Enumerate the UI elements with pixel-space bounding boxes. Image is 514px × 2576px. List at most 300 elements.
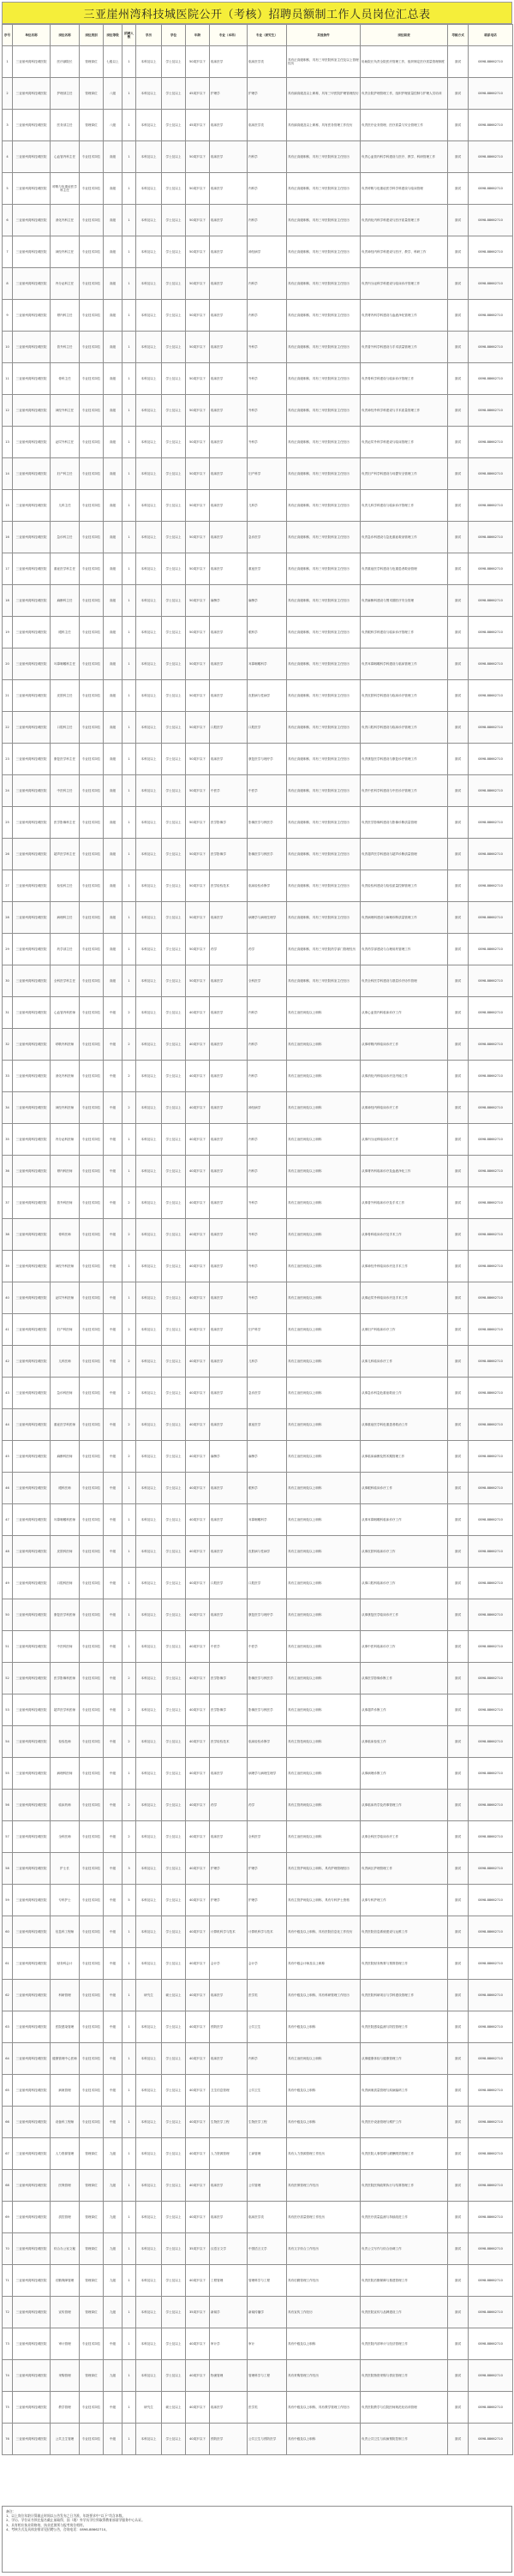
table-cell: 审计管理 [51, 2328, 80, 2360]
table-cell: 三亚崖州湾科技城医院 [13, 300, 51, 332]
table-cell: 专业技术岗位 [80, 1219, 104, 1251]
table-cell: 2 [123, 1314, 136, 1346]
table-cell: 妇产科学 [248, 1314, 287, 1346]
column-header: 专业（研究生） [248, 25, 287, 46]
table-cell: 1 [123, 1980, 136, 2011]
table-cell: 管理岗位 [80, 2297, 104, 2328]
table-cell: 学士及以上 [162, 1916, 186, 1948]
table-cell: 专业技术岗位 [80, 1504, 104, 1536]
table-cell: 50周岁以下 [186, 553, 210, 585]
table-row [3, 268, 513, 300]
table-cell: 专业技术岗位 [80, 141, 104, 173]
table-cell: 临床医学类 [248, 2202, 287, 2233]
table-cell: 本科及以上 [136, 1694, 162, 1726]
table-cell: 具有医保管理工作经历 [287, 2170, 361, 2202]
table-cell: 本科及以上 [136, 965, 162, 997]
table-cell: 超声医学科医师 [51, 1694, 80, 1726]
table-cell: 学士及以上 [162, 1885, 186, 1916]
table-cell: 学士及以上 [162, 490, 186, 522]
table-cell: 急诊医学 [248, 522, 287, 553]
table-cell: 临床医学 [210, 268, 248, 300]
table-cell: 面试 [448, 300, 469, 332]
table-cell: 50周岁以下 [186, 395, 210, 427]
table-cell: 50周岁以下 [186, 427, 210, 458]
table-cell: 1 [123, 934, 136, 965]
table-cell: 面试 [448, 1980, 469, 2011]
table-cell: 内科学 [248, 2043, 287, 2075]
table-cell: 管理岗位 [80, 2170, 104, 2202]
table-cell: 40周岁以下 [186, 2424, 210, 2455]
table-cell: 信息科工程师 [51, 1916, 80, 1948]
table-cell: 临床医学 [210, 1599, 248, 1631]
table-row [3, 1473, 513, 1504]
table-cell: 中级 [104, 1821, 123, 1853]
table-cell: 专业技术岗位 [80, 427, 104, 458]
table-cell: 面试 [448, 1568, 469, 1599]
table-cell: 三亚崖州湾科技城医院 [13, 1694, 51, 1726]
table-cell: 负责神经内科学科建设与医疗、教学、科研工作 [361, 236, 448, 268]
table-cell: 具有正高级职称，具有三甲医院科室主任经历 [287, 236, 361, 268]
table-cell: 本科及以上 [136, 775, 162, 807]
table-cell: 三亚崖州湾科技城医院 [13, 870, 51, 902]
table-cell: 具有文字综合工作经历 [287, 2233, 361, 2265]
table-cell: 耳鼻咽喉科学 [248, 648, 287, 680]
table-cell: 16 [3, 522, 13, 553]
table-cell: 设备科工程师 [51, 2107, 80, 2138]
table-cell: 面试 [448, 1187, 469, 1219]
column-header: 岗位等级 [104, 25, 123, 46]
table-cell: 62 [3, 1980, 13, 2011]
table-cell: 学士及以上 [162, 1726, 186, 1758]
table-cell: 0898-88662710 [469, 1916, 513, 1948]
table-cell: 1 [123, 2075, 136, 2107]
table-cell: 0898-88662710 [469, 2011, 513, 2043]
table-cell: 本科及以上 [136, 1314, 162, 1346]
table-cell: 麻醉科主任 [51, 585, 80, 617]
table-cell: 本科及以上 [136, 934, 162, 965]
table-cell: 负责重症医学科建设与危重患者救治管理 [361, 553, 448, 585]
table-cell: 1 [123, 490, 136, 522]
table-cell: 1 [123, 617, 136, 648]
table-cell: 0898-88662710 [469, 934, 513, 965]
table-cell: 负责麻醉科建设与围术期医疗安全管理 [361, 585, 448, 617]
table-cell: 学士及以上 [162, 2360, 186, 2392]
table-cell: 本科及以上 [136, 141, 162, 173]
table-cell: 临床医学 [210, 2392, 248, 2424]
table-cell: 面试 [448, 1948, 469, 1980]
table-cell: 面试 [448, 1631, 469, 1663]
table-cell: 高级 [104, 522, 123, 553]
table-cell: 负责病理科建设与病理诊断质量管理工作 [361, 902, 448, 934]
table-cell: 面试 [448, 1663, 469, 1694]
table-cell: 负责医院感染监测与防控管理工作 [361, 2011, 448, 2043]
table-cell: 学士及以上 [162, 173, 186, 205]
table-cell: 学士及以上 [162, 1441, 186, 1473]
table-cell: 三亚崖州湾科技城医院 [13, 1885, 51, 1916]
table-cell: 1 [123, 1156, 136, 1187]
table-cell: 56 [3, 1790, 13, 1821]
table-row [3, 1821, 513, 1853]
table-cell: 康复医学与理疗学 [248, 1599, 287, 1631]
table-cell: 三亚崖州湾科技城医院 [13, 2392, 51, 2424]
table-cell: 具有主治医师及以上职称 [287, 1631, 361, 1663]
table-cell: 口腔科主任 [51, 712, 80, 744]
table-cell: 35周岁以下 [186, 2233, 210, 2265]
table-cell: 50周岁以下 [186, 775, 210, 807]
table-cell: 口腔医学 [248, 712, 287, 744]
table-cell: 检验科主任 [51, 870, 80, 902]
table-row [3, 553, 513, 585]
table-cell: 面试 [448, 332, 469, 363]
table-row [3, 2138, 513, 2170]
table-cell: 从事临床麻醉及围术期管理工作 [361, 1441, 448, 1473]
table-cell: 本科及以上 [136, 648, 162, 680]
table-row [3, 1029, 513, 1061]
table-row [3, 173, 513, 205]
table-cell: 普外科医师 [51, 1187, 80, 1219]
table-cell: 医学影像学 [210, 1694, 248, 1726]
table-cell: 1 [123, 1568, 136, 1599]
table-cell: 5 [3, 173, 13, 205]
table-cell: 卫生信息管理 [210, 2075, 248, 2107]
table-cell: 三亚崖州湾科技城医院 [13, 205, 51, 236]
table-cell: 三亚崖州湾科技城医院 [13, 268, 51, 300]
table-cell: 具有主治医师及以上职称 [287, 1092, 361, 1124]
table-cell: 0898-88662710 [469, 1663, 513, 1694]
table-cell: 从事病理诊断工作 [361, 1758, 448, 1790]
table-cell: 23 [3, 744, 13, 775]
table-cell: 具有副高级及以上职称，具有三甲医院护理管理经历 [287, 78, 361, 110]
table-cell: 内科学 [248, 173, 287, 205]
table-cell: 负责病案质量管理与疾病编码工作 [361, 2075, 448, 2107]
table-cell: 负责口腔科学科建设与临床诊疗管理工作 [361, 712, 448, 744]
table-cell: 面试 [448, 1758, 469, 1790]
table-cell: 本科及以上 [136, 1568, 162, 1599]
table-cell: 审计 [248, 2328, 287, 2360]
table-cell: 骨科医师 [51, 1219, 80, 1251]
table-cell: 中级 [104, 2392, 123, 2424]
table-cell: 72 [3, 2297, 13, 2328]
table-cell: 1 [123, 2138, 136, 2170]
table-cell: 眼科医师 [51, 1473, 80, 1504]
table-cell: 面试 [448, 902, 469, 934]
table-cell: 学士及以上 [162, 997, 186, 1029]
table-cell: 中级 [104, 1885, 123, 1916]
table-cell: 具有中级及以上职称 [287, 2075, 361, 2107]
table-cell: 负责内分泌科学科建设与临床诊疗管理工作 [361, 268, 448, 300]
table-row [3, 1853, 513, 1885]
table-cell: 本科及以上 [136, 1092, 162, 1124]
table-cell: 高级 [104, 205, 123, 236]
table-cell: 负责眼科学科建设与临床诊疗管理工作 [361, 617, 448, 648]
table-cell: 本科及以上 [136, 1726, 162, 1758]
table-cell: 全科医学科主任 [51, 965, 80, 997]
table-cell: 1 [123, 78, 136, 110]
table-cell: 40周岁以下 [186, 2107, 210, 2138]
table-cell: 50周岁以下 [186, 332, 210, 363]
table-cell: 具有主治医师及以上职称 [287, 1061, 361, 1092]
table-cell: 面试 [448, 1853, 469, 1885]
table-cell: 负责医院科研项目与学科建设管理工作 [361, 1980, 448, 2011]
table-cell: 50周岁以下 [186, 363, 210, 395]
table-cell: 面试 [448, 775, 469, 807]
table-cell: 审计学 [210, 2328, 248, 2360]
table-cell: 具有主治医师及以上职称 [287, 2043, 361, 2075]
table-cell: 1 [123, 680, 136, 712]
table-cell: 从事中医科临床诊疗工作 [361, 1631, 448, 1663]
table-cell: 40周岁以下 [186, 1948, 210, 1980]
table-cell: 内科学 [248, 1156, 287, 1187]
table-cell: 中级 [104, 1092, 123, 1124]
table-cell: 中级 [104, 1916, 123, 1948]
table-cell: 公共卫生 [248, 2011, 287, 2043]
table-cell: 本科及以上 [136, 332, 162, 363]
table-cell: 临床医学 [210, 300, 248, 332]
table-cell: 儿科主任 [51, 490, 80, 522]
table-cell: 本科及以上 [136, 2265, 162, 2297]
table-cell: 0898-88662710 [469, 1599, 513, 1631]
table-cell: 0898-88662710 [469, 363, 513, 395]
table-cell: 学士及以上 [162, 1124, 186, 1156]
column-header: 岗位职责 [361, 25, 448, 46]
table-cell: 1 [123, 648, 136, 680]
table-cell: 面试 [448, 2075, 469, 2107]
table-cell: 三亚崖州湾科技城医院 [13, 1282, 51, 1314]
table-cell: 76 [3, 2424, 13, 2455]
table-cell: 儿科学 [248, 1346, 287, 1378]
table-cell: 硕士及以上 [162, 1980, 186, 2011]
table-cell: 29 [3, 934, 13, 965]
table-cell: 医务部主任 [51, 110, 80, 141]
table-cell: 面试 [448, 1694, 469, 1726]
table-cell: 具有正高级职称，具有三甲医院科室主任经历 [287, 902, 361, 934]
table-cell: 高级 [104, 173, 123, 205]
table-cell: 具有正高级职称，具有三甲医院科室主任经历 [287, 205, 361, 236]
table-cell: 49 [3, 1568, 13, 1599]
table-cell: 学士及以上 [162, 2107, 186, 2138]
table-cell: 1 [123, 807, 136, 839]
table-cell: 本科及以上 [136, 458, 162, 490]
table-cell: 三亚崖州湾科技城医院 [13, 173, 51, 205]
table-cell: 19 [3, 617, 13, 648]
table-cell: 学士及以上 [162, 1473, 186, 1504]
table-cell: 麻醉学 [210, 1441, 248, 1473]
table-cell: 0898-88662710 [469, 46, 513, 78]
table-cell: 学士及以上 [162, 585, 186, 617]
table-cell: 八级 [104, 78, 123, 110]
table-cell: 具有正高级职称，具有三甲医院科室主任经历 [287, 775, 361, 807]
table-cell: 专业技术岗位 [80, 1409, 104, 1441]
table-cell: 负责医院医保政策执行与结算管理工作 [361, 2170, 448, 2202]
table-cell: 具有医疗质量管理工作经历 [287, 2202, 361, 2233]
table-cell: 临床医学 [210, 902, 248, 934]
table-cell: 面试 [448, 2424, 469, 2455]
table-cell: 本科及以上 [136, 1916, 162, 1948]
table-cell: 三亚崖州湾科技城医院 [13, 1790, 51, 1821]
table-cell: 学士及以上 [162, 300, 186, 332]
table-cell: 40周岁以下 [186, 1726, 210, 1758]
table-cell: 0898-88662710 [469, 490, 513, 522]
table-cell: 九级 [104, 2170, 123, 2202]
table-cell: 40周岁以下 [186, 997, 210, 1029]
column-header: 年龄 [186, 25, 210, 46]
table-cell: 0898-88662710 [469, 744, 513, 775]
table-cell: 50周岁以下 [186, 807, 210, 839]
table-cell: 外科学 [248, 1282, 287, 1314]
table-cell: 学士及以上 [162, 1092, 186, 1124]
table-cell: 泌尿外科医师 [51, 1282, 80, 1314]
table-cell: 50周岁以下 [186, 870, 210, 902]
column-header: 学历 [136, 25, 162, 46]
table-cell: 本科及以上 [136, 1599, 162, 1631]
table-row [3, 839, 513, 870]
table-cell: 高级 [104, 680, 123, 712]
table-cell: 66 [3, 2107, 13, 2138]
table-cell: 0898-88662710 [469, 1314, 513, 1346]
table-cell: 三亚崖州湾科技城医院 [13, 110, 51, 141]
table-cell: 三亚崖州湾科技城医院 [13, 395, 51, 427]
table-cell: 中级 [104, 1061, 123, 1092]
table-cell: 从事呼吸内科临床诊疗工作 [361, 1029, 448, 1061]
table-cell: 中级 [104, 1219, 123, 1251]
table-cell: 三亚崖州湾科技城医院 [13, 902, 51, 934]
table-row [3, 1694, 513, 1726]
table-cell: 具有正高级职称，具有三甲医院药学部门管理经历 [287, 934, 361, 965]
table-row [3, 1726, 513, 1758]
table-cell: 本科及以上 [136, 839, 162, 870]
table-cell: 康复医学科主任 [51, 744, 80, 775]
table-cell: 0898-88662710 [469, 1187, 513, 1219]
table-cell: 1 [123, 173, 136, 205]
table-cell: 神经病学 [248, 1092, 287, 1124]
table-cell: 八级 [104, 110, 123, 141]
table-cell: 0898-88662710 [469, 1251, 513, 1282]
table-cell: 1 [123, 775, 136, 807]
table-cell: 具有中级及以上职称 [287, 2424, 361, 2455]
table-cell: 50周岁以下 [186, 300, 210, 332]
table-cell: 预防医学 [210, 2011, 248, 2043]
table-cell: 临床医学 [210, 553, 248, 585]
table-cell: 0898-88662710 [469, 1441, 513, 1473]
table-cell: 医学影像学 [210, 807, 248, 839]
table-cell: 三亚崖州湾科技城医院 [13, 997, 51, 1029]
table-cell: 三亚崖州湾科技城医院 [13, 2107, 51, 2138]
table-cell: 三亚崖州湾科技城医院 [13, 744, 51, 775]
table-cell: 本科及以上 [136, 617, 162, 648]
table-cell: 临床医学 [210, 1504, 248, 1536]
table-cell: 具有主治医师及以上职称 [287, 1314, 361, 1346]
table-cell: 护理学 [210, 1853, 248, 1885]
table-cell: 面试 [448, 2170, 469, 2202]
table-cell: 2 [3, 78, 13, 110]
table-cell: 具有主治医师及以上职称 [287, 1156, 361, 1187]
table-cell: 具有正高级职称，具有三甲医院科室主任经历 [287, 300, 361, 332]
table-cell: 外科学 [248, 1251, 287, 1282]
table-cell: 专业技术岗位 [80, 2075, 104, 2107]
table-cell: 0898-88662710 [469, 2424, 513, 2455]
table-cell: 口腔医学 [248, 1568, 287, 1599]
table-cell: 面试 [448, 1346, 469, 1378]
table-cell: 耳鼻咽喉科医师 [51, 1504, 80, 1536]
table-cell: 0898-88662710 [469, 110, 513, 141]
table-row [3, 1758, 513, 1790]
table-cell: 三亚崖州湾科技城医院 [13, 1536, 51, 1568]
table-cell: 三亚崖州湾科技城医院 [13, 648, 51, 680]
table-cell: 0898-88662710 [469, 1282, 513, 1314]
table-cell: 本科及以上 [136, 2107, 162, 2138]
table-cell: 1 [123, 2265, 136, 2297]
table-cell: 本科及以上 [136, 78, 162, 110]
table-cell: 40周岁以下 [186, 1568, 210, 1599]
table-cell: 面试 [448, 1885, 469, 1916]
table-cell: 本科及以上 [136, 712, 162, 744]
table-cell: 面试 [448, 680, 469, 712]
table-row [3, 1282, 513, 1314]
table-cell: 40周岁以下 [186, 1536, 210, 1568]
table-cell: 工程管理 [210, 2265, 248, 2297]
table-cell: 中级 [104, 1853, 123, 1885]
table-cell: 专业技术岗位 [80, 268, 104, 300]
table-cell: 负责医院内部审计与经济管理工作 [361, 2328, 448, 2360]
table-cell: 从事内分泌科临床诊疗工作 [361, 1124, 448, 1156]
table-cell: 内科学 [248, 1029, 287, 1061]
table-cell: 本科及以上 [136, 1282, 162, 1314]
table-cell: 七级以上 [104, 46, 123, 78]
table-cell: 从事妇产科临床诊疗工作 [361, 1314, 448, 1346]
table-cell: 专业技术岗位 [80, 395, 104, 427]
table-cell: 具有主治医师及以上职称 [287, 1346, 361, 1378]
table-cell: 中级 [104, 2075, 123, 2107]
table-cell: 临床医学 [210, 363, 248, 395]
table-cell: 医学影像学 [210, 1663, 248, 1694]
table-cell: 面试 [448, 1251, 469, 1282]
table-cell: 神经病学 [248, 236, 287, 268]
table-cell: 三亚崖州湾科技城医院 [13, 1504, 51, 1536]
table-cell: 40周岁以下 [186, 1441, 210, 1473]
table-row [3, 934, 513, 965]
table-cell: 46 [3, 1473, 13, 1504]
table-cell: 0898-88662710 [469, 1156, 513, 1187]
table-cell: 本科及以上 [136, 173, 162, 205]
table-cell: 专业技术岗位 [80, 1599, 104, 1631]
table-cell: 2 [123, 1790, 136, 1821]
table-cell: 74 [3, 2360, 13, 2392]
table-cell: 管理岗位 [80, 2202, 104, 2233]
table-cell: 50周岁以下 [186, 173, 210, 205]
table-cell: 中医学 [248, 775, 287, 807]
table-cell: 三亚崖州湾科技城医院 [13, 2328, 51, 2360]
table-cell: 40周岁以下 [186, 2202, 210, 2233]
table-cell: 临床医学 [210, 427, 248, 458]
table-cell: 6 [3, 205, 13, 236]
table-cell: 临床医学 [210, 1980, 248, 2011]
table-cell: 0898-88662710 [469, 1536, 513, 1568]
table-cell: 本科及以上 [136, 553, 162, 585]
table-cell: 负责医院教学与住院医师规范化培训管理 [361, 2392, 448, 2424]
table-cell: 具有主治医师及以上职称 [287, 1441, 361, 1473]
table-cell: 2 [123, 1694, 136, 1726]
table-row [3, 363, 513, 395]
table-cell: 公共卫生与预防医学 [248, 2424, 287, 2455]
table-cell: 学士及以上 [162, 1378, 186, 1409]
table-cell: 质控管理 [51, 2202, 80, 2233]
table-cell: 三亚崖州湾科技城医院 [13, 1187, 51, 1219]
table-cell: 具有副高级及以上职称，具有医务管理工作经历 [287, 110, 361, 141]
table-cell: 负责全科医学科建设与基层诊疗协作管理 [361, 965, 448, 997]
table-cell: 负责药学部建设与合理用药管理工作 [361, 934, 448, 965]
table-cell: 38 [3, 1219, 13, 1251]
table-cell: 50周岁以下 [186, 934, 210, 965]
